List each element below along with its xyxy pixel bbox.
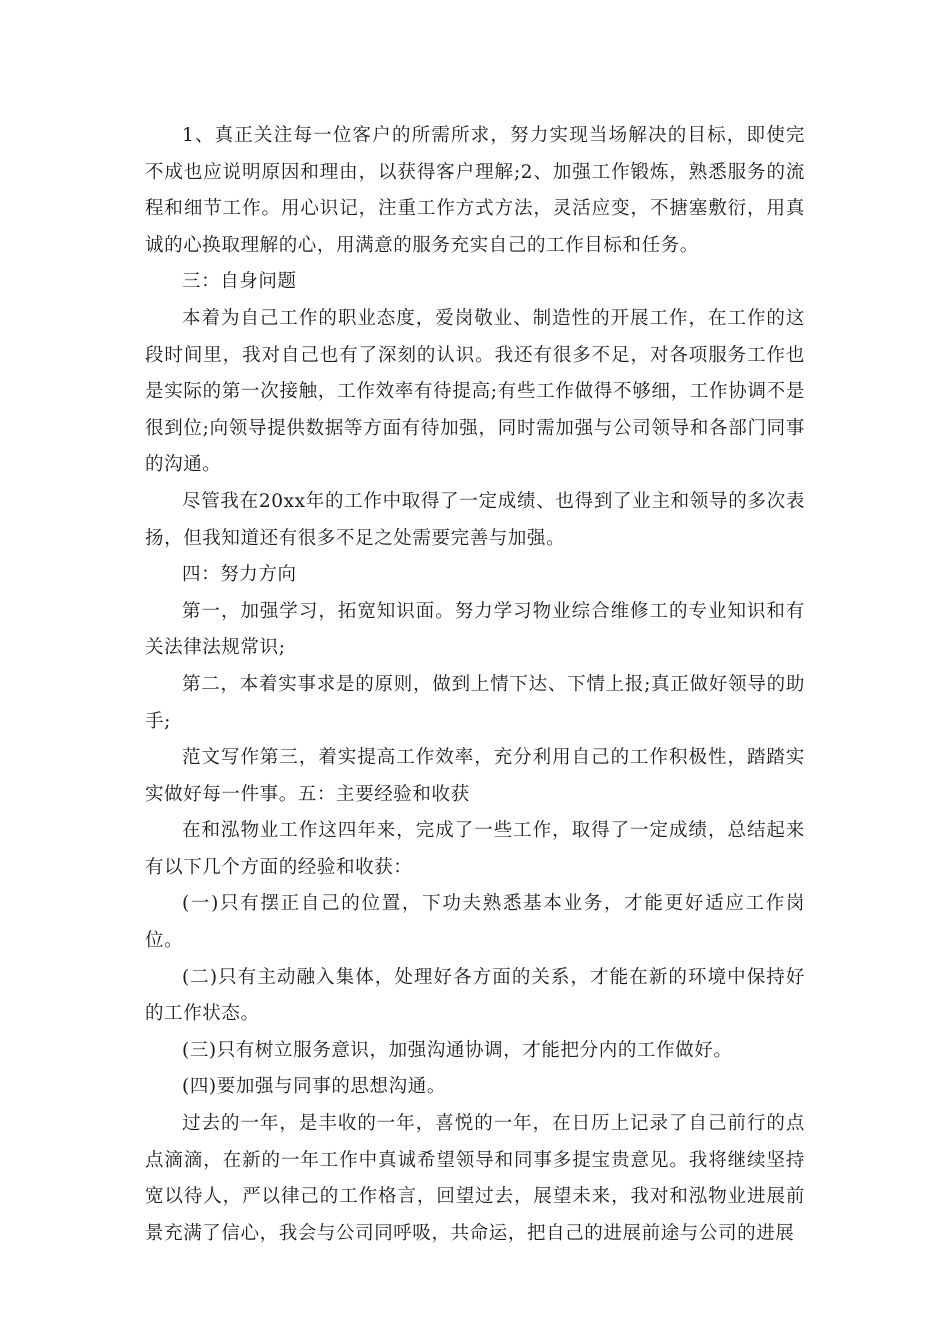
paragraph-achievements: 尽管我在20xx年的工作中取得了一定成绩、也得到了业主和领导的多次表扬，但我知道还有很多不足之处需要完善与加强。 [145, 490, 805, 549]
section-heading-direction: 四：努力方向 [182, 564, 297, 586]
paragraph-experience-intro: 在和泓物业工作这四年来，完成了一些工作，取得了一定成绩，总结起来有以下几个方面的经验和收获： [145, 820, 805, 878]
list-item-experience-4: (四)要加强与同事的思想沟通。 [182, 1076, 446, 1098]
paragraph-customer-service: 1、真正关注每一位客户的所需所求，努力实现当场解决的目标，即使完不成也应说明原因和理由，以获得客户理解;2、加强工作锻炼，熟悉服务的流程和细节工作。用心识记，注重工作方式方法，灵活应变，不搪塞敷衍，用真诚的心换取理解的心，用满意的服务充实自己的工作目标和任务。 [145, 125, 805, 256]
document-body [145, 118, 805, 1252]
paragraph-direction-third: 范文写作第三，着实提高工作效率，充分利用自己的工作积极性，踏踏实实做好每一件事。五：主要经验和收获 [145, 747, 805, 805]
list-item-experience-1: (一)只有摆正自己的位置，下功夫熟悉基本业务，才能更好适应工作岗位。 [145, 893, 805, 952]
paragraph-direction-first: 第一，加强学习，拓宽知识面。努力学习物业综合维修工的专业知识和有关法律法规常识; [145, 600, 805, 659]
list-item-experience-2: (二)只有主动融入集体，处理好各方面的关系，才能在新的环境中保持好的工作状态。 [145, 966, 805, 1025]
section-heading-self-issues: 三：自身问题 [182, 271, 297, 293]
paragraph-self-issues: 本着为自己工作的职业态度，爱岗敬业、制造性的开展工作，在工作的这段时间里，我对自己也有了深刻的认识。我还有很多不足，对各项服务工作也是实际的第一次接触，工作效率有待提高;有些工作做得不够细，工作协调不是很到位;向领导提供数据等方面有待加强，同时需加强与公司领导和各部门同事的沟通。 [145, 307, 805, 476]
list-item-experience-3: (三)只有树立服务意识，加强沟通协调，才能把分内的工作做好。 [182, 1039, 733, 1061]
paragraph-conclusion: 过去的一年，是丰收的一年，喜悦的一年，在日历上记录了自己前行的点点滴滴，在新的一年工作中真诚希望领导和同事多提宝贵意见。我将继续坚持宽以待人，严以律己的工作格言，回望过去，展望未来，我对和泓物业进展前景充满了信心，我会与公司同呼吸，共命运，把自己的进展前途与公司的进展 [145, 1113, 805, 1244]
paragraph-direction-second: 第二，本着实事求是的原则，做到上情下达、下情上报;真正做好领导的助手; [145, 673, 805, 732]
